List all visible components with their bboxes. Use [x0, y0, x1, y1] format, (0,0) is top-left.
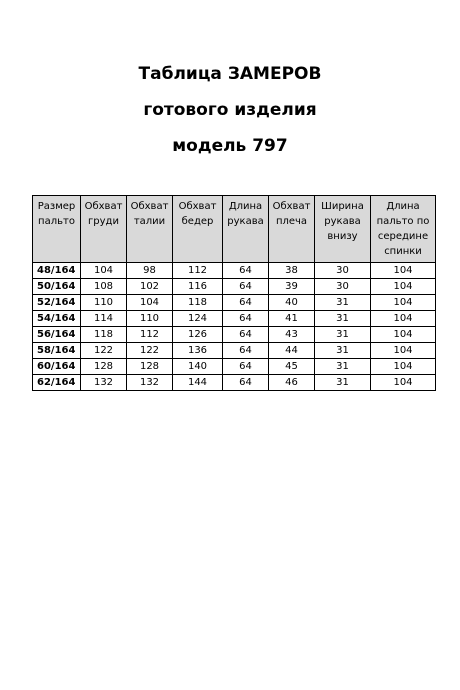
cell-value: 38 — [269, 263, 315, 279]
cell-value: 43 — [269, 327, 315, 343]
cell-value: 104 — [371, 263, 436, 279]
cell-value: 31 — [315, 359, 371, 375]
cell-value: 112 — [127, 327, 173, 343]
cell-value: 104 — [371, 343, 436, 359]
table-header-row — [33, 196, 436, 263]
cell-value: 132 — [81, 375, 127, 391]
table-row — [33, 327, 436, 343]
header-coat-length: Длина пальто по середине спинки — [371, 196, 436, 263]
header-hips: Обхват бедер — [173, 196, 223, 263]
cell-value: 128 — [127, 359, 173, 375]
cell-value: 118 — [173, 295, 223, 311]
cell-value: 114 — [81, 311, 127, 327]
cell-value: 104 — [81, 263, 127, 279]
cell-size: 48/164 — [33, 263, 81, 279]
header-shoulder: Обхват плеча — [269, 196, 315, 263]
cell-size: 50/164 — [33, 279, 81, 295]
cell-size: 58/164 — [33, 343, 81, 359]
cell-value: 64 — [223, 327, 269, 343]
cell-value: 128 — [81, 359, 127, 375]
table-row — [33, 343, 436, 359]
cell-value: 104 — [371, 327, 436, 343]
cell-value: 64 — [223, 375, 269, 391]
title-block — [0, 56, 460, 164]
header-sleeve-width: Ширина рукава внизу — [315, 196, 371, 263]
header-size: Размер пальто — [33, 196, 81, 263]
cell-value: 98 — [127, 263, 173, 279]
cell-size: 54/164 — [33, 311, 81, 327]
header-waist: Обхват талии — [127, 196, 173, 263]
table-row — [33, 263, 436, 279]
cell-value: 31 — [315, 295, 371, 311]
cell-value: 140 — [173, 359, 223, 375]
cell-value: 45 — [269, 359, 315, 375]
cell-value: 124 — [173, 311, 223, 327]
cell-size: 60/164 — [33, 359, 81, 375]
cell-value: 64 — [223, 279, 269, 295]
cell-value: 40 — [269, 295, 315, 311]
cell-value: 104 — [127, 295, 173, 311]
cell-value: 64 — [223, 343, 269, 359]
table-row — [33, 279, 436, 295]
title-line-1: Таблица ЗАМЕРОВ — [138, 64, 322, 84]
cell-value: 64 — [223, 263, 269, 279]
cell-value: 104 — [371, 359, 436, 375]
cell-value: 39 — [269, 279, 315, 295]
cell-size: 56/164 — [33, 327, 81, 343]
cell-value: 31 — [315, 343, 371, 359]
cell-value: 112 — [173, 263, 223, 279]
cell-value: 102 — [127, 279, 173, 295]
cell-value: 41 — [269, 311, 315, 327]
cell-size: 62/164 — [33, 375, 81, 391]
cell-value: 30 — [315, 279, 371, 295]
cell-value: 31 — [315, 327, 371, 343]
cell-size: 52/164 — [33, 295, 81, 311]
cell-value: 144 — [173, 375, 223, 391]
cell-value: 64 — [223, 311, 269, 327]
cell-value: 64 — [223, 295, 269, 311]
cell-value: 104 — [371, 279, 436, 295]
cell-value: 116 — [173, 279, 223, 295]
header-sleeve-length: Длина рукава — [223, 196, 269, 263]
cell-value: 122 — [127, 343, 173, 359]
title-line-3: модель 797 — [172, 136, 288, 156]
cell-value: 30 — [315, 263, 371, 279]
cell-value: 64 — [223, 359, 269, 375]
table-row — [33, 359, 436, 375]
cell-value: 104 — [371, 311, 436, 327]
cell-value: 132 — [127, 375, 173, 391]
table-row — [33, 295, 436, 311]
header-chest: Обхват груди — [81, 196, 127, 263]
cell-value: 46 — [269, 375, 315, 391]
cell-value: 136 — [173, 343, 223, 359]
table-row — [33, 375, 436, 391]
title-line-2: готового изделия — [143, 100, 317, 120]
cell-value: 31 — [315, 311, 371, 327]
cell-value: 31 — [315, 375, 371, 391]
cell-value: 104 — [371, 375, 436, 391]
cell-value: 122 — [81, 343, 127, 359]
measurements-table — [32, 195, 436, 391]
cell-value: 104 — [371, 295, 436, 311]
cell-value: 108 — [81, 279, 127, 295]
cell-value: 118 — [81, 327, 127, 343]
cell-value: 126 — [173, 327, 223, 343]
cell-value: 44 — [269, 343, 315, 359]
cell-value: 110 — [81, 295, 127, 311]
table-row — [33, 311, 436, 327]
cell-value: 110 — [127, 311, 173, 327]
